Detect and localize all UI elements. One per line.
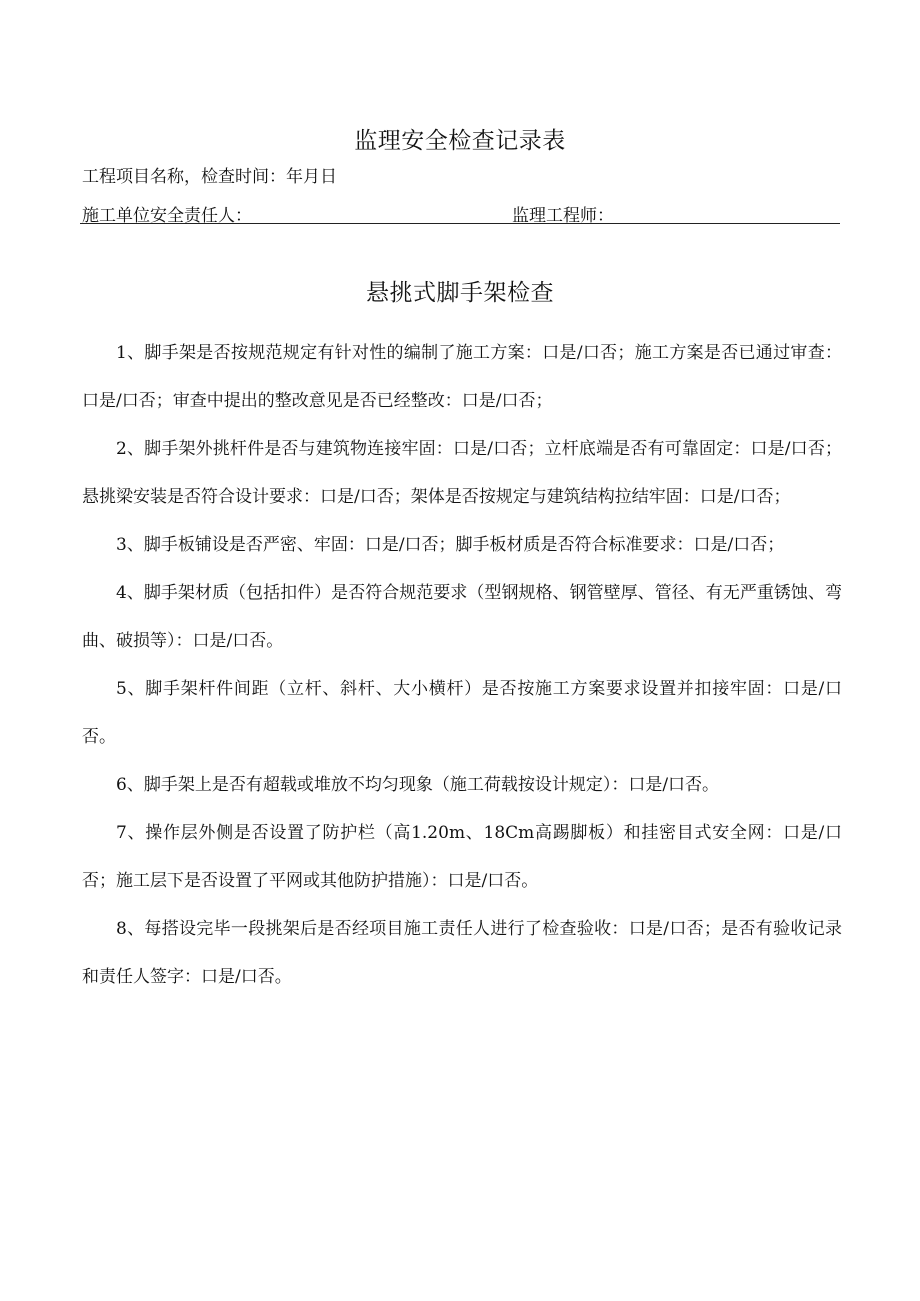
document-title: 监理安全检查记录表 [354,128,566,154]
checklist-item: 1、脚手架是否按规范规定有针对性的编制了施工方案：口是/口否；施工方案是否已通过审查：口是/口否；审查中提出的整改意见是否已经整改：口是/口否； [82,343,842,411]
supervising-engineer-label: 监理工程师： [512,206,614,226]
checklist-item: 3、脚手板铺设是否严密、牢固：口是/口否；脚手板材质是否符合标准要求：口是/口否； [116,535,785,555]
checklist-item: 7、操作层外侧是否设置了防护栏（高1.20m、18Cm高踢脚板）和挂密目式安全网：口是/口否；施工层下是否设置了平网或其他防护措施）：口是/口否。 [82,823,842,891]
checklist-item: 5、脚手架杆件间距（立杆、斜杆、大小横杆）是否按施工方案要求设置并扣接牢固：口是/口否。 [82,679,842,747]
header-divider [80,223,840,224]
checklist-item: 6、脚手架上是否有超载或堆放不均匀现象（施工荷载按设计规定）：口是/口否。 [116,775,720,795]
checklist-item: 2、脚手架外挑杆件是否与建筑物连接牢固：口是/口否；立杆底端是否有可靠固定：口是/口否；悬挑梁安装是否符合设计要求：口是/口否；架体是否按规定与建筑结构拉结牢固：口是/口否； [82,439,842,507]
checklist-item: 8、每搭设完毕一段挑架后是否经项目施工责任人进行了检查验收：口是/口否；是否有验收记录和责任人签字：口是/口否。 [82,919,842,987]
project-name-and-time: 工程项目名称，检查时间：年月日 [82,167,337,187]
checklist [82,329,842,1001]
contractor-safety-officer-label: 施工单位安全责任人： [82,206,252,226]
checklist-item: 4、脚手架材质（包括扣件）是否符合规范要求（型钢规格、钢管壁厚、管径、有无严重锈蚀、弯曲、破损等）：口是/口否。 [82,583,842,651]
section-title: 悬挑式脚手架检查 [366,280,554,306]
